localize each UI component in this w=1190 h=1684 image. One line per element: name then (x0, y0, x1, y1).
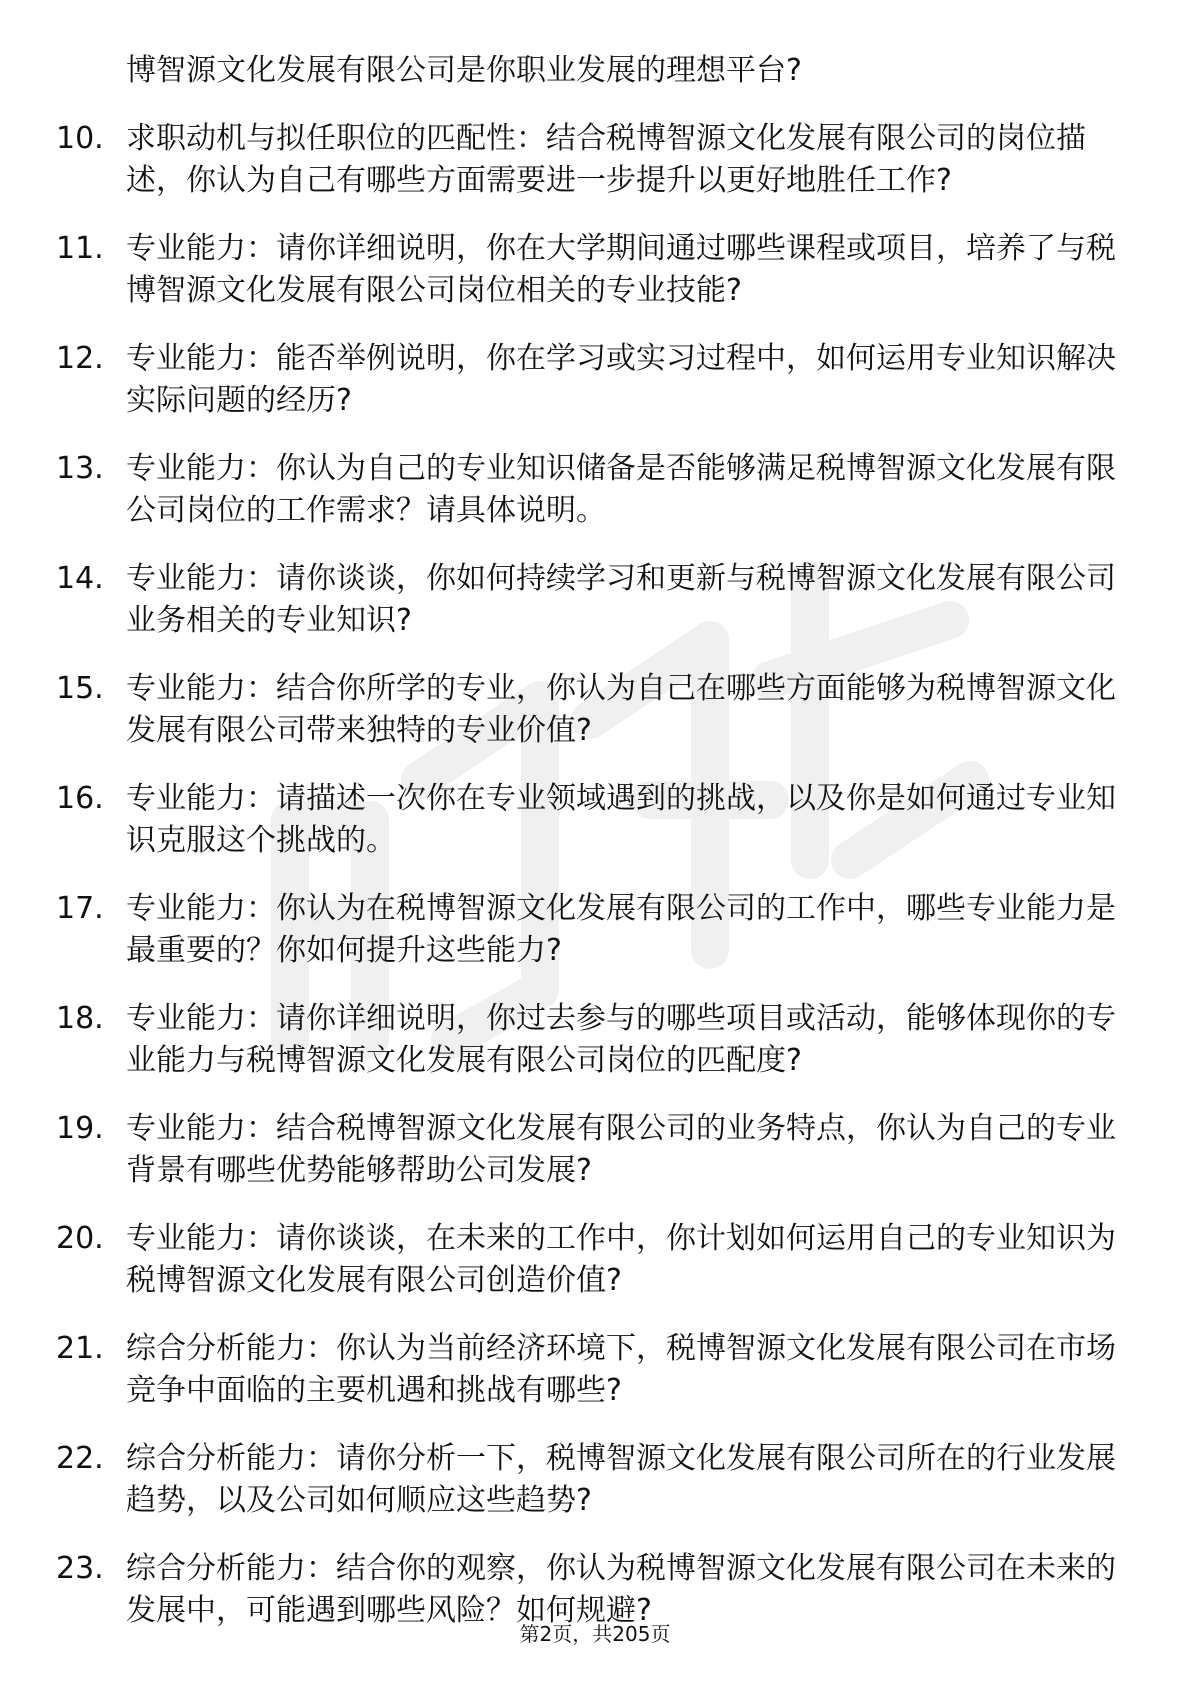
question-text: 专业能力：你认为在税博智源文化发展有限公司的工作中，哪些专业能力是最重要的？你如何提升这些能力? (126, 891, 1116, 968)
question-number: 11. (56, 231, 104, 266)
question-text: 专业能力：请你谈谈，在未来的工作中，你计划如何运用自己的专业知识为税博智源文化发展有限公司创造价值? (126, 1221, 1116, 1298)
question-item (56, 1438, 1116, 1522)
question-text: 专业能力：请你详细说明，你在大学期间通过哪些课程或项目，培养了与税博智源文化发展有限公司岗位相关的专业技能? (126, 231, 1116, 308)
question-number: 10. (56, 121, 104, 156)
question-item (56, 668, 1116, 752)
question-list (0, 118, 1190, 1632)
question-text: 综合分析能力：请你分析一下，税博智源文化发展有限公司所在的行业发展趋势，以及公司如何顺应这些趋势? (126, 1441, 1116, 1518)
question-number: 13. (56, 451, 104, 486)
question-item (56, 998, 1116, 1082)
question-number: 15. (56, 671, 104, 706)
question-number: 21. (56, 1331, 104, 1366)
page-footer: 第2页，共205页 (519, 1622, 671, 1646)
continuation-text: 博智源文化发展有限公司是你职业发展的理想平台? (126, 53, 802, 88)
question-text: 综合分析能力：结合你的观察，你认为税博智源文化发展有限公司在未来的发展中，可能遇到哪些风险？如何规避? (126, 1551, 1116, 1628)
question-text: 专业能力：结合你所学的专业，你认为自己在哪些方面能够为税博智源文化发展有限公司带来独特的专业价值? (126, 671, 1116, 748)
question-text: 专业能力：请描述一次你在专业领域遇到的挑战，以及你是如何通过专业知识克服这个挑战的。 (126, 781, 1116, 858)
document-body (0, 50, 1190, 1658)
question-item (56, 338, 1116, 422)
question-item (56, 888, 1116, 972)
question-number: 16. (56, 781, 104, 816)
question-number: 14. (56, 561, 104, 596)
question-number: 12. (56, 341, 104, 376)
question-number: 17. (56, 891, 104, 926)
question-item (56, 558, 1116, 642)
question-item (56, 1328, 1116, 1412)
question-text: 专业能力：请你谈谈，你如何持续学习和更新与税博智源文化发展有限公司业务相关的专业知识? (126, 561, 1116, 638)
question-item (56, 228, 1116, 312)
question-text: 专业能力：结合税博智源文化发展有限公司的业务特点，你认为自己的专业背景有哪些优势能够帮助公司发展? (126, 1111, 1116, 1188)
question-number: 22. (56, 1441, 104, 1476)
question-item (56, 118, 1116, 202)
question-text: 求职动机与拟任职位的匹配性：结合税博智源文化发展有限公司的岗位描述，你认为自己有哪些方面需要进一步提升以更好地胜任工作? (126, 121, 1086, 198)
question-number: 20. (56, 1221, 104, 1256)
question-item (56, 1108, 1116, 1192)
question-text: 综合分析能力：你认为当前经济环境下，税博智源文化发展有限公司在市场竞争中面临的主要机遇和挑战有哪些? (126, 1331, 1116, 1408)
question-text: 专业能力：你认为自己的专业知识储备是否能够满足税博智源文化发展有限公司岗位的工作需求？请具体说明。 (126, 451, 1116, 528)
question-number: 19. (56, 1111, 104, 1146)
question-number: 18. (56, 1001, 104, 1036)
question-text: 专业能力：请你详细说明，你过去参与的哪些项目或活动，能够体现你的专业能力与税博智源文化发展有限公司岗位的匹配度? (126, 1001, 1116, 1078)
question-text: 专业能力：能否举例说明，你在学习或实习过程中，如何运用专业知识解决实际问题的经历? (126, 341, 1116, 418)
question-number: 23. (56, 1551, 104, 1586)
question-item (56, 448, 1116, 532)
question-item (56, 778, 1116, 862)
question-item (56, 1218, 1116, 1302)
